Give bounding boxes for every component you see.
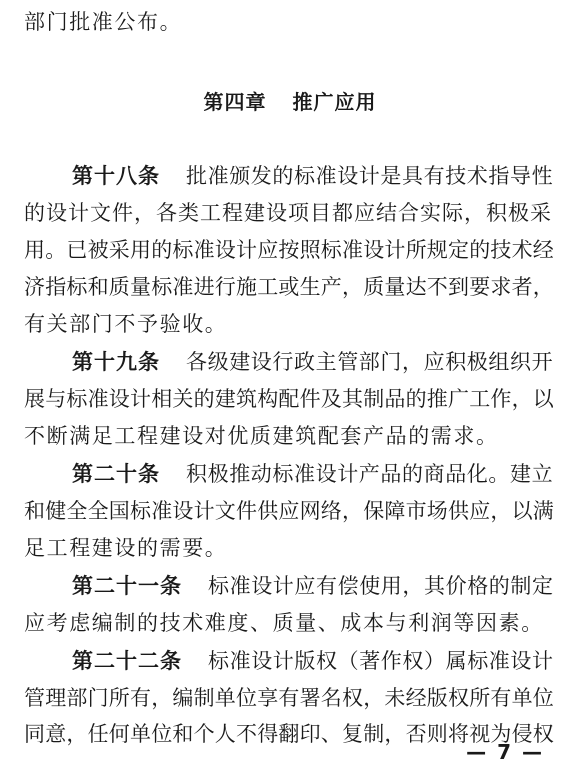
article-label: 第十八条 — [72, 164, 160, 188]
article-19-line-2: 展与标准设计相关的建筑构配件及其制品的推广工作，以 — [24, 387, 554, 411]
article-19-line-3: 不断满足工程建设对优质建筑配套产品的需求。 — [24, 424, 499, 448]
article-label: 第二十条 — [72, 462, 160, 486]
article-18-line-2: 的设计文件，各类工程建设项目都应结合实际，积极采 — [24, 201, 552, 225]
article-19-line-1 — [72, 348, 556, 376]
page-number: — 7 — — [466, 740, 544, 764]
article-22-line-1 — [72, 647, 556, 675]
article-18-line-5: 有关部门不予验收。 — [24, 312, 228, 336]
article-20-line-1 — [72, 460, 556, 488]
chapter-title: 推广应用 — [292, 90, 377, 114]
article-20-line-3: 足工程建设的需要。 — [24, 536, 228, 560]
article-text: 批准颁发的标准设计是具有技术指导性 — [186, 164, 554, 188]
article-18-line-4: 济指标和质量标准进行施工或生产，质量达不到要求者， — [24, 275, 554, 299]
chapter-heading — [0, 88, 580, 116]
article-22-line-3: 同意，任何单位和个人不得翻印、复制，否则将视为侵权 — [24, 722, 554, 746]
article-text: 标准设计应有偿使用，其价格的制定 — [208, 574, 554, 598]
article-18-line-1 — [72, 162, 556, 190]
article-21-line-1 — [72, 572, 556, 600]
article-22-line-2: 管理部门所有，编制单位享有署名权，未经版权所有单位 — [24, 686, 554, 710]
article-21-line-2: 应考虑编制的技术难度、质量、成本与利润等因素。 — [24, 611, 544, 635]
article-text: 积极推动标准设计产品的商品化。建立 — [186, 462, 554, 486]
article-label: 第十九条 — [72, 350, 160, 374]
article-text: 各级建设行政主管部门，应积极组织开 — [186, 350, 554, 374]
article-18-line-3: 用。已被采用的标准设计应按照标准设计所规定的技术经 — [24, 238, 554, 262]
article-label: 第二十一条 — [72, 574, 182, 598]
article-label: 第二十二条 — [72, 649, 182, 673]
chapter-number: 第四章 — [203, 90, 267, 114]
article-text: 标准设计版权（著作权）属标准设计 — [208, 649, 554, 673]
article-20-line-2: 和健全全国标准设计文件供应网络，保障市场供应，以满 — [24, 499, 554, 523]
continuation-line: 部门批准公布。 — [24, 10, 183, 34]
